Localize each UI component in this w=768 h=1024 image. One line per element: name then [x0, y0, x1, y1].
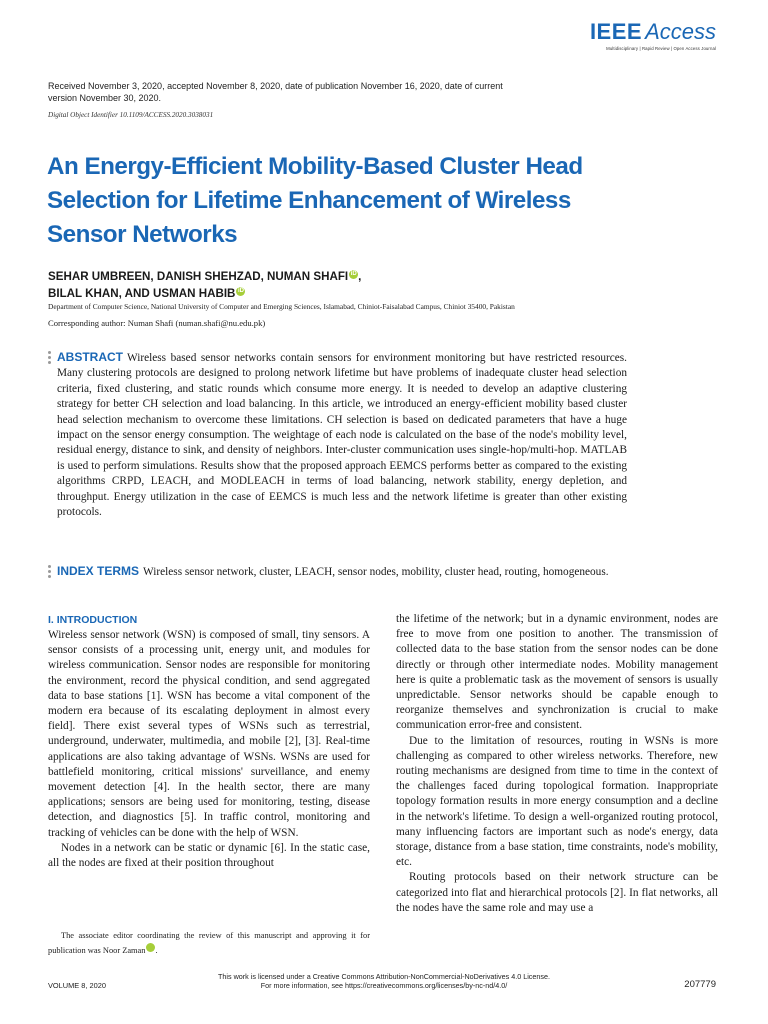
logo-access: Access [645, 19, 716, 44]
abstract-text: Wireless based sensor networks contain sensors for environment monitoring but have restricted resources. Many clustering protocols are designed to prolong network lifetime but have problems of inadequate cluster head selection criteria, fixed clustering, and static rounds which consume more energy. It is needed to develop an adaptive clustering strategy for better CH selection and load balancing. In this article, we introduced an energy-efficient mobility based cluster head selection mechanism to overcome these limitations. CH selection is based on dedicated parameters that have a huge impact on the sensor energy consumption. The weightage of each node is calculated on the base of the node's mobility level, residual energy, distance to sink, and density of neighbors. Inter-cluster communication uses single-hop/multi-hop. MATLAB is used to perform simulations. Results show that the proposed approach EEMCS performs better as compared to the existing algorithms CRPD, LEACH, and MODLEACH in terms of load balancing, network stability, energy depletion, and throughput. Energy utilization in the case of EEMCS is much less and the network lifetime is greater than other existing protocols. [57, 352, 627, 519]
authors-line-2: BILAL KHAN, AND USMAN HABIB [48, 287, 236, 300]
editor-footnote [48, 929, 370, 957]
paragraph: the lifetime of the network; but in a dynamic environment, nodes are free to move from one position to another. The transmission of collected data to the base station from the sensor nodes can be done directly or through other intermediate nodes. Mobility management here is quite a problematic task as the movement of sensors is usually unpredictable. Sensor networks should be capable enough to reorganize themselves and synchronization is crucial to make communication error-free and consistent. [396, 613, 718, 732]
corresponding-author: Corresponding author: Numan Shafi (numan.shafi@nu.edu.pk) [48, 318, 266, 328]
authors-line-1: SEHAR UMBREEN, DANISH SHEHZAD, NUMAN SHAFI [48, 270, 349, 283]
journal-logo [590, 20, 716, 51]
license-line-1: This work is licensed under a Creative Commons Attribution-NonCommercial-NoDerivatives 4.0 License. [218, 972, 550, 981]
received-dates: Received November 3, 2020, accepted November 8, 2020, date of publication November 16, 2020, date of current version November 30, 2020. [48, 81, 503, 103]
paragraph: Routing protocols based on their network structure can be categorized into flat and hierarchical protocols [2]. In flat networks, all the nodes have the same role and may use a [396, 871, 718, 914]
abstract-label: ABSTRACT [57, 350, 123, 364]
logo-ieee: IEEE [589, 19, 643, 44]
license-notice [0, 972, 768, 990]
paragraph: Due to the limitation of resources, routing in WSNs is more challenging as compared to other wireless networks. Therefore, new routing mechanisms are designed from time to time in the context of the challenges faced during topological formation. Inappropriate topology formation results in more energy consumption and a decline in the network's lifetime. To design a well-organized routing protocol, many influencing factors are important such as node's energy, data storage, distance from a base station, time constraints, node's mobility, etc. [396, 734, 718, 869]
author-list [48, 268, 608, 302]
logo-tagline: Multidisciplinary | Rapid Review | Open Access Journal [606, 46, 716, 51]
body-column-right [396, 612, 718, 916]
index-terms-dots-icon [48, 565, 52, 580]
abstract-dots-icon [48, 351, 52, 366]
footnote-end: . [155, 945, 158, 955]
doi: Digital Object Identifier 10.1109/ACCESS.2020.3038031 [48, 111, 214, 119]
footnote-text: The associate editor coordinating the review of this manuscript and approving it for publication was Noor Zaman [48, 931, 370, 955]
section-heading: I. INTRODUCTION [48, 614, 138, 626]
index-terms [57, 564, 627, 580]
index-terms-text: Wireless sensor network, cluster, LEACH, sensor nodes, mobility, cluster head, routing, homogeneous. [143, 566, 609, 578]
abstract [57, 350, 627, 520]
orcid-icon[interactable]: iD [146, 943, 155, 952]
body-column-left [48, 612, 370, 871]
affiliation: Department of Computer Science, National University of Computer and Emerging Sciences, Islamabad, Chiniot-Faisalabad Campus, Chiniot 35400, Pakistan [48, 302, 515, 311]
paragraph: Wireless sensor network (WSN) is composed of small, tiny sensors. A sensor consists of a processing unit, energy unit, and modules for wireless communication. Sensor nodes are responsible for monitoring the environment, record the physical condition, and send aggregated data to base stations [1]. WSN has become a vital component of the modern era because of its escalating deployment in almost every field]. There exist several types of WSNs such as terrestrial, underground, underwater, multimedia, and mobile [2], [3]. Real-time applications are also taking advantage of WSNs. WSNs are used for battlefield monitoring, critical missions' surveillance, and enemy movement detection [4]. In the health sector, there are many applications; sensors are being used for monitoring, testing, disease detection, and diagnostics [5]. In traffic control, monitoring and tracking of vehicles can be done with the help of WSN. [48, 629, 370, 839]
paragraph: Nodes in a network can be static or dynamic [6]. In the static case, all the nodes are fixed at their position throughout [48, 841, 370, 870]
authors-line-1-end: , [358, 270, 362, 283]
license-line-2[interactable]: For more information, see https://creativecommons.org/licenses/by-nc-nd/4.0/ [260, 981, 508, 990]
paper-title: An Energy-Efficient Mobility-Based Cluster Head Selection for Lifetime Enhancement of Wireless Sensor Networks [47, 153, 583, 248]
page-number: 207779 [684, 979, 716, 990]
orcid-icon[interactable]: iD [237, 288, 244, 294]
orcid-icon[interactable]: iD [350, 271, 357, 277]
index-terms-label: INDEX TERMS [57, 564, 140, 578]
volume-label: VOLUME 8, 2020 [48, 981, 106, 990]
